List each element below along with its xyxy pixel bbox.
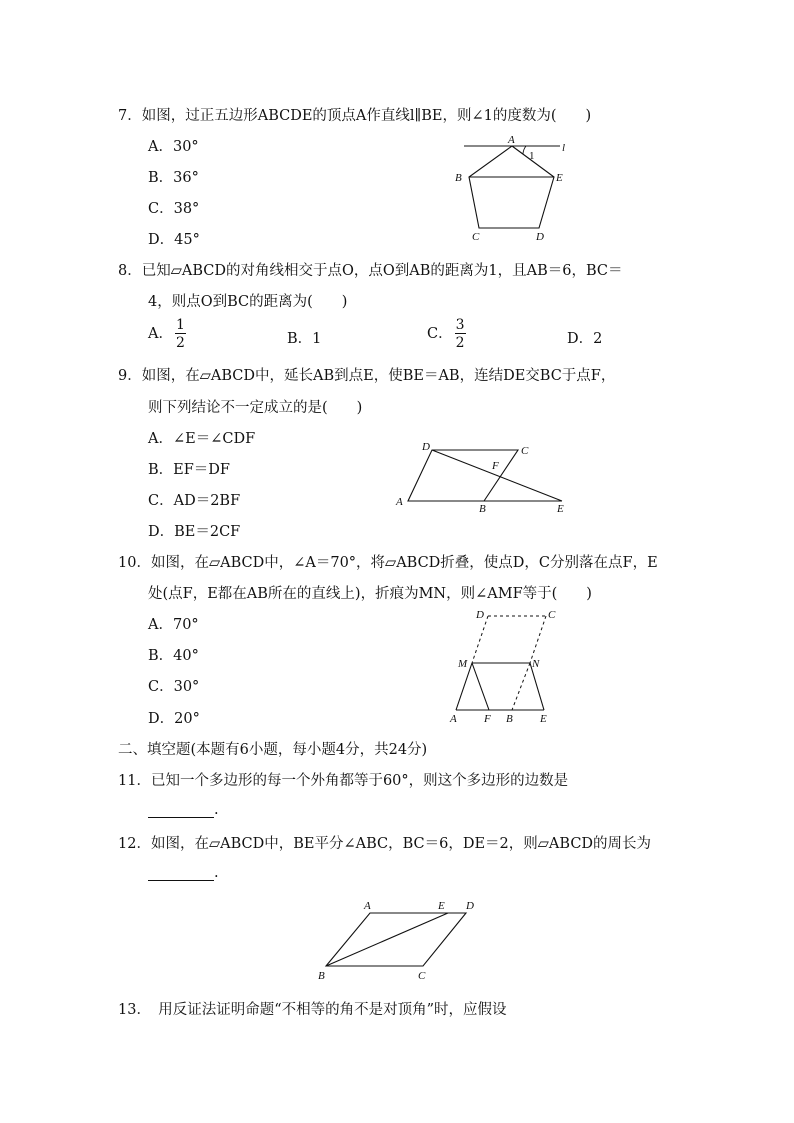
- q11-blank-line: [148, 803, 214, 818]
- q8-option-c-prefix: C．: [427, 326, 453, 342]
- q7-label-e: E: [556, 172, 563, 184]
- q7-stem: 7．如图，过正五边形ABCDE的顶点A作直线l∥BE，则∠1的度数为( ): [118, 108, 592, 124]
- q8-option-b: B．1: [287, 331, 322, 347]
- q8-stem-line2: 4，则点O到BC的距离为( ): [148, 294, 348, 310]
- q12-blank-line: [148, 866, 214, 881]
- q10-segment-mf: [472, 663, 489, 710]
- q9-label-d: D: [422, 441, 430, 453]
- q10-segment-ne: [530, 663, 544, 710]
- q9-label-a: A: [396, 496, 403, 508]
- q7-label-l: l: [562, 142, 566, 154]
- q12-answer-blank: [148, 865, 219, 881]
- q7-option-d: D．45°: [148, 232, 200, 248]
- q10-label-e: E: [540, 713, 547, 725]
- q10-segment-ma: [456, 663, 472, 710]
- q12-label-d: D: [466, 900, 474, 912]
- q10-dashed-nb: [512, 663, 530, 710]
- q10-option-a: A．70°: [148, 617, 199, 633]
- section-title: 二、填空题(本题有6小题，每小题4分，共24分): [118, 742, 428, 758]
- q9-option-c: C．AD＝2BF: [148, 493, 241, 509]
- q7-label-d: D: [536, 231, 544, 243]
- q7-option-b: B．36°: [148, 170, 199, 186]
- q10-label-n: N: [532, 658, 540, 670]
- q10-option-c: C．30°: [148, 679, 200, 695]
- q9-parallelogram: [408, 450, 518, 501]
- q10-label-m: M: [458, 658, 468, 670]
- q8-stem-line1: 8．已知▱ABCD的对角线相交于点O，点O到AB的距离为1，且AB＝6，BC＝: [118, 263, 623, 279]
- q8-option-c-numerator: 3: [455, 317, 465, 333]
- q7-label-b: B: [455, 172, 462, 184]
- q10-label-c: C: [548, 609, 556, 621]
- q7-option-c: C．38°: [148, 201, 200, 217]
- q9-label-e: E: [557, 503, 564, 515]
- q10-stem-line2: 处(点F，E都在AB所在的直线上)，折痕为MN，则∠AMF等于( ): [148, 586, 592, 602]
- q10-dashed-dm: [472, 616, 488, 663]
- q12-end-period: .: [214, 865, 219, 881]
- q9-option-a: A．∠E＝∠CDF: [148, 431, 256, 447]
- q9-stem-line2: 则下列结论不一定成立的是( ): [148, 400, 363, 416]
- q10-label-f: F: [484, 713, 491, 725]
- q7-option-a: A．30°: [148, 139, 199, 155]
- q8-option-a-denominator: 2: [175, 335, 185, 351]
- q9-label-c: C: [521, 445, 529, 457]
- q9-stem-line1: 9．如图，在▱ABCD中，延长AB到点E，使BE＝AB，连结DE交BC于点F，: [118, 368, 616, 384]
- q11-stem: 11．已知一个多边形的每一个外角都等于60°，则这个多边形的边数是: [118, 773, 569, 789]
- q12-label-e: E: [438, 900, 445, 912]
- q10-label-b: B: [506, 713, 513, 725]
- q8-option-a-fraction: [175, 318, 186, 350]
- q8-option-c-denominator: 2: [455, 335, 465, 351]
- q7-angle-arc: [523, 146, 526, 154]
- q10-folding-figure: [444, 606, 564, 724]
- q8-option-a-numerator: 1: [175, 317, 185, 333]
- q10-dashed-cn: [530, 616, 546, 663]
- q7-label-angle-1: 1: [529, 150, 535, 162]
- q9-label-f: F: [492, 460, 499, 472]
- q9-segment-de: [432, 450, 562, 501]
- q10-label-d: D: [476, 609, 484, 621]
- q13-stem: 13． 用反证法证明命题“不相等的角不是对顶角”时，应假设: [118, 1002, 507, 1018]
- q12-parallelogram: [326, 913, 466, 966]
- q8-option-d: D．2: [567, 331, 603, 347]
- q7-label-c: C: [472, 231, 480, 243]
- q9-label-b: B: [479, 503, 486, 515]
- q10-option-b: B．40°: [148, 648, 199, 664]
- q7-pentagon: [469, 146, 554, 228]
- q8-option-c: [427, 318, 466, 350]
- q11-end-period: .: [214, 802, 219, 818]
- q10-option-d: D．20°: [148, 711, 200, 727]
- q12-label-b: B: [318, 970, 325, 982]
- q12-label-c: C: [418, 970, 426, 982]
- q12-stem: 12．如图，在▱ABCD中，BE平分∠ABC，BC＝6，DE＝2，则▱ABCD的周长为: [118, 836, 652, 852]
- q8-option-a-prefix: A．: [148, 326, 173, 342]
- q8-option-a: [148, 318, 186, 350]
- q9-parallelogram-figure: [390, 438, 580, 516]
- q12-parallelogram-figure: [312, 896, 487, 986]
- q9-option-b: B．EF＝DF: [148, 462, 230, 478]
- q10-stem-line1: 10．如图，在▱ABCD中，∠A＝70°，将▱ABCD折叠，使点D，C分别落在点F，E: [118, 555, 658, 571]
- q8-option-c-fraction: [455, 318, 466, 350]
- q9-option-d: D．BE＝2CF: [148, 524, 241, 540]
- q11-answer-blank: [148, 802, 219, 818]
- q12-label-a: A: [364, 900, 371, 912]
- q7-pentagon-figure: [450, 132, 580, 244]
- q7-label-a: A: [508, 134, 515, 146]
- q10-label-a: A: [450, 713, 457, 725]
